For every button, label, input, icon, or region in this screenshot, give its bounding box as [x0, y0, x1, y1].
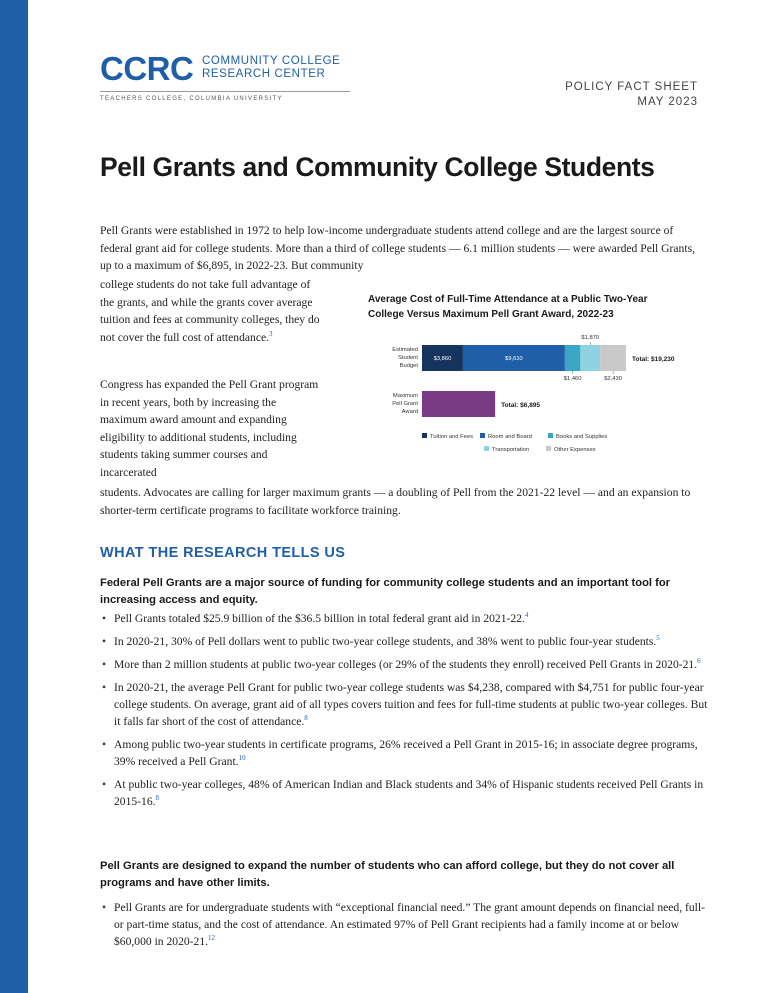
chart-title: College Versus Maximum Pell Grant Award, 2022-23 — [368, 309, 614, 320]
finding-bullet — [100, 633, 712, 650]
document-meta — [565, 80, 698, 110]
chart-legend-swatch — [548, 433, 553, 438]
chart-bar-segment — [580, 345, 600, 371]
chart-legend-label: Other Expenses — [554, 447, 596, 453]
intro-paragraph-2-text: Congress has expanded the Pell Grant program in recent years, both by increasing the maximum award amount and expanding eligibility to additional students, including students taking summer courses and incarcerated — [100, 378, 319, 479]
chart-category-label: Maximum — [392, 393, 418, 399]
chart-data-label: $9,610 — [505, 356, 523, 362]
chart-data-label: $1,870 — [581, 335, 600, 341]
logo-name-line-1: COMMUNITY COLLEGE — [202, 55, 341, 67]
chart-total-label: Total: $6,895 — [501, 402, 541, 409]
logo-divider — [100, 91, 350, 92]
side-color-band — [0, 0, 28, 993]
chart-total-label: Total: $19,230 — [632, 356, 675, 363]
doc-type: POLICY FACT SHEET — [565, 81, 698, 93]
finding-bullet — [100, 679, 712, 730]
intro-paragraph-2-continued-text: students. Advocates are calling for larger maximum grants — a doubling of Pell from the 2021-22 level — and an expansion to shorter-term certificate programs to facilitate workforce training. — [100, 486, 691, 517]
chart-title: Average Cost of Full-Time Attendance at a Public Two-Year — [368, 294, 648, 305]
finding-bullet-text: Pell Grants totaled $25.9 billion of the $36.5 billion in total federal grant aid in 2021-22. — [114, 612, 525, 625]
chart-legend-label: Room and Board — [488, 434, 532, 440]
chart-legend-swatch — [546, 446, 551, 451]
finding-bullet — [100, 776, 712, 810]
intro-paragraph-1-continued — [100, 276, 325, 346]
intro-paragraph-2-continued — [100, 484, 700, 519]
finding-bullet-text: Pell Grants are for undergraduate students with “exceptional financial need.” The grant amount depends on financial need, full- or part-time status, and the cost of attendance. An estimated 97% of Pell Grant recipients had a family income at or below $60,000 in 2020-21. — [114, 901, 705, 948]
footnote-ref[interactable]: 12 — [208, 934, 216, 943]
footnote-ref[interactable]: 5 — [656, 634, 660, 643]
chart-legend-label: Tuition and Fees — [430, 434, 473, 440]
chart-data-label: $3,860 — [433, 356, 452, 362]
finding-bullet — [100, 899, 712, 950]
chart-legend-swatch — [484, 446, 489, 451]
chart-legend-label: Transportation — [492, 447, 530, 453]
page — [28, 0, 768, 993]
finding-bullet — [100, 610, 712, 627]
logo-name-line-2: RESEARCH CENTER — [202, 68, 326, 80]
finding-bullet-text: Among public two-year students in certificate programs, 26% received a Pell Grant in 2015-16; in associate degree programs, 39% received a Pell Grant. — [114, 738, 698, 768]
chart-data-label: $1,460 — [563, 376, 582, 382]
lead-finding-1: Federal Pell Grants are a major source of funding for community college students and an important tool for increasing access and equity. — [100, 577, 671, 606]
chart-category-label: Pell Grant — [392, 401, 418, 407]
chart-category-label: Student — [398, 355, 418, 361]
chart-bar-segment — [600, 345, 626, 371]
findings-list-1 — [100, 610, 712, 816]
lead-finding-2: Pell Grants are designed to expand the number of students who can afford college, but they do not cover all programs and have other limits. — [100, 860, 675, 889]
finding-bullet — [100, 736, 712, 770]
ccrc-logo: CCRC — [100, 50, 194, 87]
footnote-ref[interactable]: 4 — [524, 611, 529, 620]
finding-bullet-text: At public two-year colleges, 48% of American Indian and Black students and 34% of Hispanic students received Pell Grants in 2015-16. — [114, 778, 704, 808]
chart-legend-swatch — [480, 433, 485, 438]
logo-tagline: TEACHERS COLLEGE, COLUMBIA UNIVERSITY — [100, 96, 283, 102]
findings-list-2 — [100, 899, 712, 956]
finding-bullet-text: More than 2 million students at public two-year colleges (or 29% of the students they enroll) received Pell Grants in 2020-21. — [114, 658, 698, 671]
intro-paragraph-1-continued-text: college students do not take full advantage of the grants, and while the grants cover average tuition and fees at community colleges, they do not cover the full cost of attendance. — [100, 278, 320, 344]
cost-vs-pell-chart — [338, 292, 708, 462]
chart-legend-label: Books and Supplies — [556, 434, 608, 440]
finding-bullet — [100, 656, 712, 673]
logo-organization-name — [202, 55, 340, 81]
footnote-ref[interactable]: 8 — [155, 794, 160, 803]
chart-data-label: $2,430 — [604, 376, 622, 382]
chart-category-label: Budget — [399, 363, 418, 369]
footnote-ref[interactable]: 6 — [697, 657, 701, 666]
chart-category-label: Estimated — [392, 347, 418, 353]
finding-bullet-text: In 2020-21, 30% of Pell dollars went to public two-year college students, and 38% went to public four-year students. — [114, 635, 657, 648]
section-heading: WHAT THE RESEARCH TELLS US — [100, 545, 346, 561]
intro-paragraph-1-text: Pell Grants were established in 1972 to help low-income undergraduate students attend college and are the largest source of federal grant aid for college students. More than a third of college students — 6.1 million students — were awarded Pell Grants, up to a maximum of $6,895, in 2022-23. But community — [100, 224, 695, 272]
chart-category-label: Award — [401, 409, 418, 415]
footnote-ref[interactable]: 10 — [238, 754, 246, 763]
intro-paragraph-2 — [100, 376, 325, 481]
intro-paragraph-1 — [100, 222, 700, 275]
chart-svg — [338, 292, 708, 462]
chart-bar-segment — [422, 391, 495, 417]
finding-bullet-text: In 2020-21, the average Pell Grant for public two-year college students was $4,238, compared with $4,751 for public four-year college students. On average, grant aid of all types covers tuition and fees for full-time students at public two-year colleges. But it falls far short of the cost of attendance. — [114, 681, 708, 728]
footnote-ref[interactable]: 8 — [304, 714, 308, 723]
footnote-ref[interactable]: 3 — [269, 329, 273, 338]
chart-legend-swatch — [422, 433, 427, 438]
doc-date: MAY 2023 — [637, 96, 698, 108]
page-title: Pell Grants and Community College Students — [100, 152, 655, 182]
chart-bar-segment — [565, 345, 580, 371]
